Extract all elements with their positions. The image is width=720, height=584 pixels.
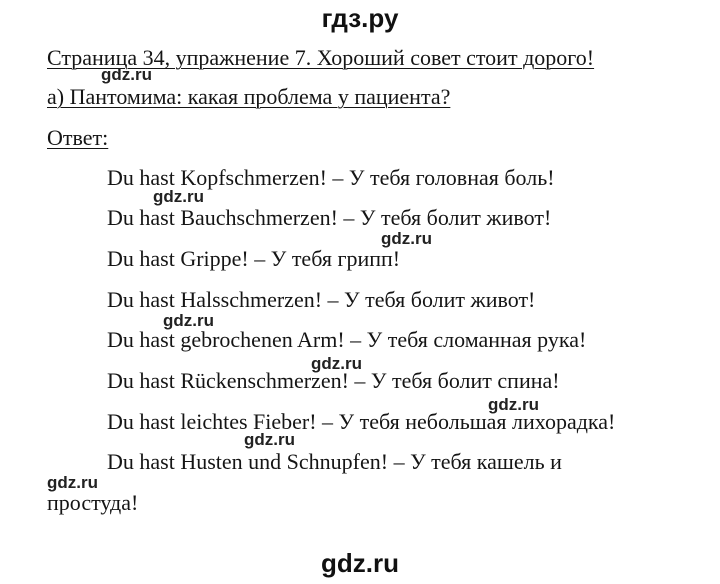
task-question: а) Пантомима: какая проблема у пациента? <box>47 84 451 109</box>
watermark: gdz.ru <box>153 187 204 206</box>
answer-line: Du hast gebrochenen Arm! – У тебя сломанная рука! <box>107 327 587 352</box>
answer-line: Du hast Bauchschmerzen! – У тебя болит живот! <box>107 205 552 230</box>
answer-line: Du hast Rückenschmerzen! – У тебя болит спина! <box>107 368 560 393</box>
site-footer: gdz.ru <box>321 548 399 578</box>
answer-line: Du hast Halsschmerzen! – У тебя болит живот! <box>107 287 536 312</box>
answer-label: Ответ: <box>47 125 109 150</box>
watermark: gdz.ru <box>163 311 214 330</box>
answer-continuation: простуда! <box>47 490 139 515</box>
answer-line: Du hast Husten und Schnupfen! – У тебя кашель и <box>107 449 562 474</box>
watermark: gdz.ru <box>311 354 362 373</box>
page-title: Страница 34, упражнение 7. Хороший совет стоит дорого! <box>47 45 595 70</box>
answer-line: Du hast Grippe! – У тебя грипп! <box>107 246 401 271</box>
answer-line: Du hast Kopfschmerzen! – У тебя головная боль! <box>107 165 555 190</box>
site-header: гдз.ру <box>321 3 399 33</box>
watermark: gdz.ru <box>244 430 295 449</box>
watermark: gdz.ru <box>101 65 152 84</box>
watermark: gdz.ru <box>47 473 98 492</box>
watermark: gdz.ru <box>381 229 432 248</box>
answer-line: Du hast leichtes Fieber! – У тебя небольшая лихорадка! <box>107 409 616 434</box>
watermark: gdz.ru <box>488 395 539 414</box>
